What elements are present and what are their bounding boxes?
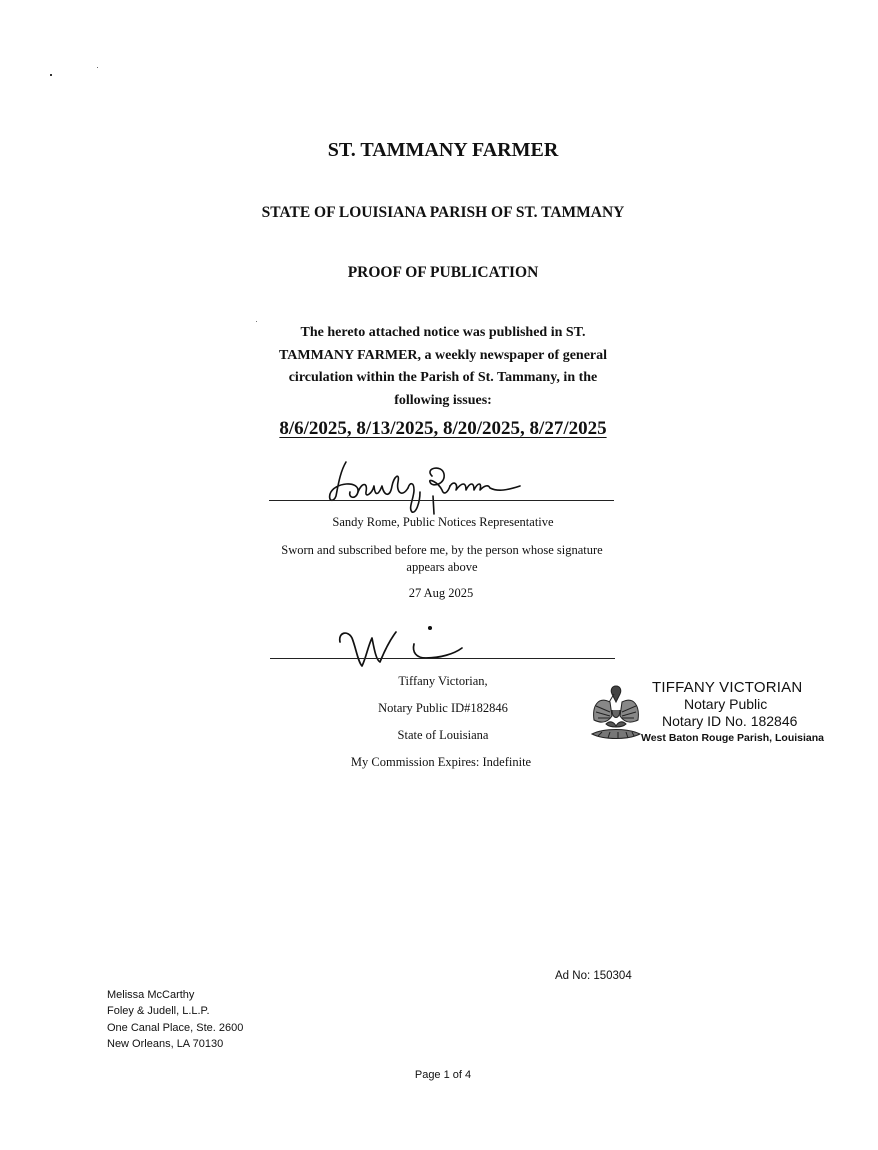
recipient-line: New Orleans, LA 70130 [107,1037,224,1050]
notary-signature [334,622,474,670]
notice-line: following issues: [394,392,492,408]
recipient-line: One Canal Place, Ste. 2600 [107,1021,244,1034]
signature-line [269,500,614,501]
notice-line: The hereto attached notice was published in ST. [300,325,586,340]
pelican-seal-icon [588,680,644,744]
notice-line: TAMMANY FARMER, a weekly newspaper of general [278,347,608,363]
notary-id: Notary Public ID#182846 [378,701,508,715]
stamp-name: TIFFANY VICTORIAN [652,679,803,696]
state-parish-line: STATE OF LOUISIANA PARISH OF ST. TAMMANY [261,204,625,221]
scan-speck [97,67,98,68]
scan-speck [256,321,257,322]
sworn-date: 27 Aug 2025 [408,586,474,600]
issue-dates: 8/6/2025, 8/13/2025, 8/20/2025, 8/27/2025 [279,418,607,439]
notary-state: State of Louisiana [397,728,489,742]
stamp-title: Notary Public [684,696,768,712]
proof-heading: PROOF OF PUBLICATION [347,264,539,281]
notary-name: Tiffany Victorian, [398,674,488,688]
notice-paragraph [262,322,624,412]
ad-number: Ad No: 150304 [555,970,632,982]
sworn-line: Sworn and subscribed before me, by the person whose signature [281,543,603,557]
recipient-address [107,987,243,1052]
newspaper-title: ST. TAMMANY FARMER [327,139,559,161]
stamp-id: Notary ID No. 182846 [662,713,798,729]
notary-commission: My Commission Expires: Indefinite [350,755,532,769]
recipient-line: Foley & Judell, L.L.P. [107,1005,210,1018]
representative-caption: Sandy Rome, Public Notices Representative [332,515,554,529]
sworn-line: appears above [406,560,478,574]
notice-line: circulation within the Parish of St. Tammany, in the [288,370,598,385]
scan-speck [50,74,52,76]
stamp-parish: West Baton Rouge Parish, Louisiana [641,732,825,744]
sworn-statement [272,542,612,576]
recipient-line: Melissa McCarthy [107,989,195,1001]
representative-signature [320,452,530,518]
signature-line [270,658,615,659]
page-number: Page 1 of 4 [414,1069,472,1081]
